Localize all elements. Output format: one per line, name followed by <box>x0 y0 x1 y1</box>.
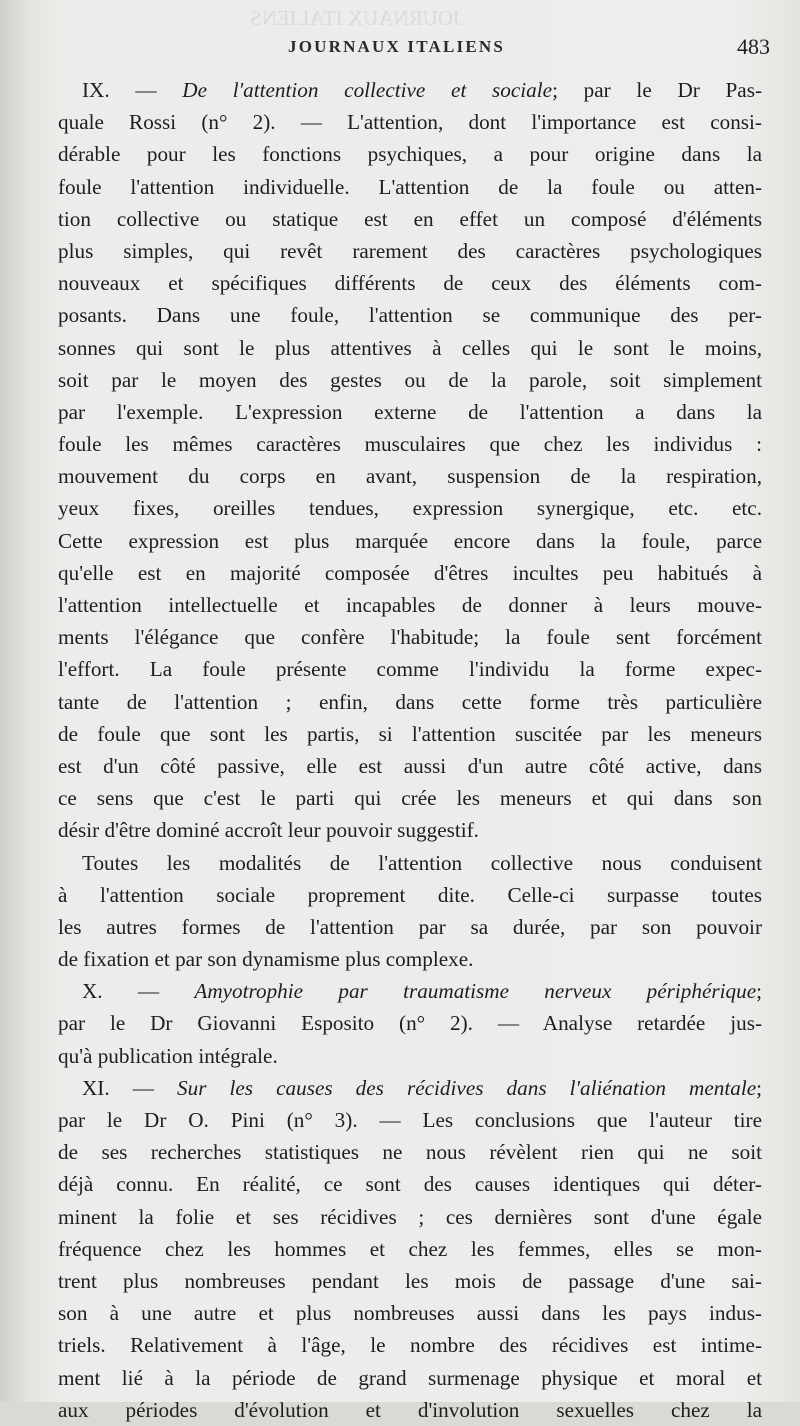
running-head: JOURNAUX ITALIENS <box>288 37 506 56</box>
text-line: ments l'élégance que confère l'habitude; la foule sent forcément <box>58 625 762 650</box>
section-title: Sur les causes des récidives dans l'aliénation mentale <box>177 1075 757 1100</box>
section-title: Amyotrophie par traumatisme nerveux périphérique <box>194 979 757 1004</box>
text-line: Cette expression est plus marquée encore dans la foule, parce <box>58 528 762 553</box>
text-line: à l'attention sociale proprement dite. Celle-ci surpasse toutes <box>58 882 762 907</box>
text-line: soit par le moyen des gestes ou de la parole, soit simplement <box>58 367 762 392</box>
text-line: triels. Relativement à l'âge, le nombre des récidives est intime- <box>58 1333 762 1358</box>
page-number: 483 <box>737 34 770 59</box>
article-body <box>58 74 762 1426</box>
text-line: déjà connu. En réalité, ce sont des causes identiques qui déter- <box>58 1172 762 1197</box>
text-line: aux périodes d'évolution et d'involution sexuelles chez la <box>58 1397 762 1422</box>
section-number: XI. — <box>82 1075 177 1100</box>
text-line: posants. Dans une foule, l'attention se communique des per- <box>58 303 762 328</box>
section-number: X. — <box>82 979 195 1004</box>
text-line: Toutes les modalités de l'attention collective nous conduisent <box>82 850 762 875</box>
text-line: trent plus nombreuses pendant les mois de passage d'une sai- <box>58 1268 762 1293</box>
text-line: de fixation et par son dynamisme plus complexe. <box>58 947 474 972</box>
text-line: plus simples, qui revêt rarement des caractères psychologiques <box>58 238 762 263</box>
text-line: l'effort. La foule présente comme l'individu la forme expec- <box>58 657 762 682</box>
text-line: yeux fixes, oreilles tendues, expression synergique, etc. etc. <box>58 496 762 521</box>
text-line: quale Rossi (n° 2). — L'attention, dont l'importance est consi- <box>58 110 762 135</box>
text-line: désir d'être dominé accroît leur pouvoir suggestif. <box>58 818 479 843</box>
section-title: De l'attention collective et sociale <box>182 78 553 102</box>
text-line: son à une autre et plus nombreuses aussi dans les pays indus- <box>58 1301 762 1326</box>
text-line: est d'un côté passive, elle est aussi d'un autre côté active, dans <box>58 753 762 778</box>
text-line: minent la folie et ses récidives ; ces dernières sont d'une égale <box>58 1204 762 1229</box>
text-line: fréquence chez les hommes et chez les femmes, elles se mon- <box>58 1236 762 1261</box>
text-line: foule les mêmes caractères musculaires que chez les individus : <box>58 432 762 457</box>
bleed-through-text: JOURNAUX ITALIENS <box>250 6 462 30</box>
text-line: qu'à publication intégrale. <box>58 1043 278 1068</box>
section-x-heading-line <box>58 975 762 1007</box>
text-line: par le Dr Giovanni Esposito (n° 2). — Analyse retardée jus- <box>58 1011 762 1036</box>
text-line: l'attention intellectuelle et incapables de donner à leurs mouve- <box>58 593 762 617</box>
section-number: IX. — <box>82 78 183 102</box>
text-line: tion collective ou statique est en effet un composé d'éléments <box>58 206 762 231</box>
text-line: ; <box>756 1075 763 1100</box>
text-line: dérable pour les fonctions psychiques, a pour origine dans la <box>58 142 762 167</box>
text-line: mouvement du corps en avant, suspension de la respiration, <box>58 464 762 489</box>
text-line: foule l'attention individuelle. L'attention de la foule ou atten- <box>58 174 762 199</box>
text-line: les autres formes de l'attention par sa durée, par son pouvoir <box>58 914 762 939</box>
section-ix-heading-line <box>58 74 762 106</box>
text-line: ment lié à la période de grand surmenage physique et moral et <box>58 1365 762 1390</box>
text-line: de ses recherches statistiques ne nous révèlent rien qui ne soit <box>58 1140 762 1165</box>
text-line: sonnes qui sont le plus attentives à celles qui le sont le moins, <box>58 335 762 360</box>
section-xi-heading-line <box>58 1072 762 1104</box>
text-line: qu'elle est en majorité composée d'êtres incultes peu habitués à <box>58 560 762 585</box>
text-line: par l'exemple. L'expression externe de l'attention a dans la <box>58 399 762 424</box>
text-line: tante de l'attention ; enfin, dans cette forme très particulière <box>58 689 762 714</box>
text-line: ; par le Dr Pas- <box>552 78 763 102</box>
text-line: nouveaux et spécifiques différents de ceux des éléments com- <box>58 271 762 296</box>
text-line: ce sens que c'est le parti qui crée les meneurs et qui dans son <box>58 786 762 811</box>
text-line: de foule que sont les partis, si l'attention suscitée par les meneurs <box>58 721 762 746</box>
page-header <box>0 34 800 64</box>
text-line: par le Dr O. Pini (n° 3). — Les conclusions que l'auteur tire <box>58 1108 762 1132</box>
text-line: ; <box>756 979 762 1004</box>
